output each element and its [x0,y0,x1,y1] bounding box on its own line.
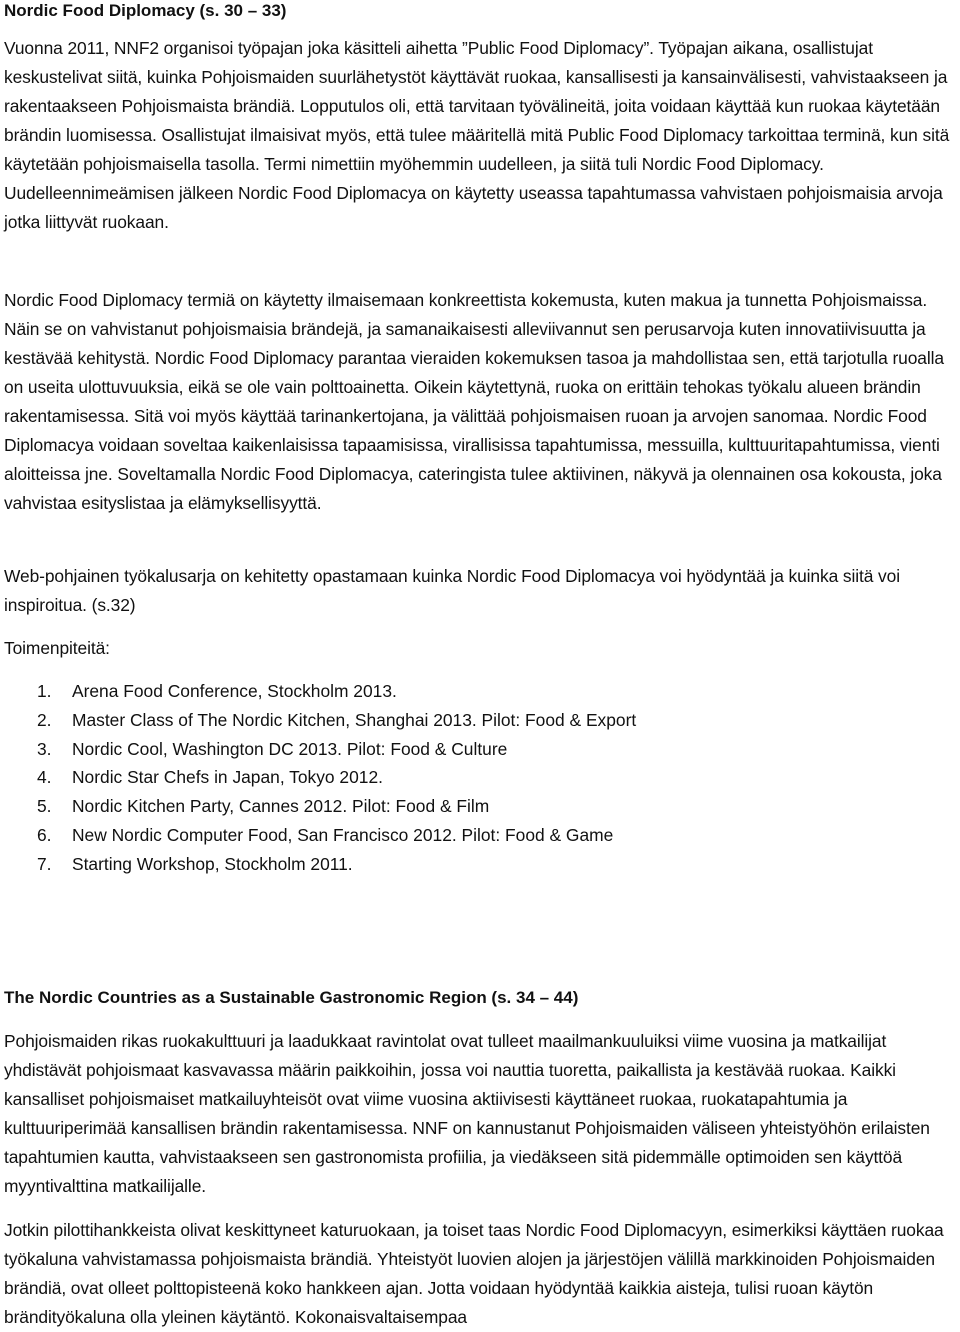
list-item-number: 4. [37,767,52,788]
list-item [4,763,904,792]
actions-label: Toimenpiteitä: [4,638,110,658]
list-item [4,706,904,735]
list-item-number: 5. [37,796,52,817]
list-item-number: 6. [37,824,52,845]
list-item-text: Nordic Cool, Washington DC 2013. Pilot: Food & Culture [72,738,508,759]
actions-list [4,677,904,879]
list-item-number: 3. [37,738,52,759]
section-title-nordic-food-diplomacy: Nordic Food Diplomacy (s. 30 – 33) [4,1,287,20]
list-item [4,850,904,879]
paragraph-pilot-projects: Jotkin pilottihankkeista olivat keskittyneet katuruokaan, ja toiset taas Nordic Food Diplomacyyn, esimerkiksi käyttäen ruokaa työkaluna vahvistamassa pohjoismaista brändiä. Yhteistyöt luovien alojen ja järjestöjen välillä markkinoiden Pohjoismaiden brändiä, ovat olleet polttopisteenä koko hankkeen ajan. Jotta voidaan hyödyntää kaikkia aisteja, tulisi ruoan käytön brändityökaluna olla yleinen käytäntö. Kokonaisvaltaisempaa [4,1220,944,1327]
list-item-text: New Nordic Computer Food, San Francisco 2012. Pilot: Food & Game [72,824,614,845]
section-title-sustainable-gastronomic-region: The Nordic Countries as a Sustainable Gastronomic Region (s. 34 – 44) [4,988,579,1007]
list-item-number: 7. [37,853,52,874]
list-item-text: Nordic Kitchen Party, Cannes 2012. Pilot: Food & Film [72,796,490,817]
list-item [4,792,904,821]
list-item-text: Starting Workshop, Stockholm 2011. [72,853,353,874]
paragraph-term-usage: Nordic Food Diplomacy termiä on käytetty ilmaisemaan konkreettista kokemusta, kuten makua ja tunnetta Pohjoismaissa. Näin se on vahvistanut pohjoismaisia brändejä, ja samanaikaisesti alleviivannut sen perusarvoja kuten innovatiivisuutta ja kestävää kehitystä. Nordic Food Diplomacy parantaa vieraiden kokemuksen tasoa ja mahdollistaa sen, että tarjotulla ruoalla on useita ulottuvuuksia, eikä se ole vain polttoainetta. Oikein käytettynä, ruoka on erittäin tehokas työkalu alueen brändin rakentamisessa. Sitä voi myös käyttää tarinankertojana, ja välittää pohjoismaisen ruoan ja arvojen sanomaa. Nordic Food Diplomacya voidaan soveltaa kaikenlaisissa tapaamisissa, virallisissa tapahtumissa, messuilla, kulttuuritapahtumissa, vienti aloitteissa jne. Soveltamalla Nordic Food Diplomacya, cateringista tulee aktiivinen, näkyvä ja olennainen osa kokousta, joka vahvistaa esityslistaa ja elämyksellisyyttä. [4,290,944,513]
paragraph-food-culture: Pohjoismaiden rikas ruokakulttuuri ja laadukkaat ravintolat ovat tulleet maailmankuuluiksi viime vuosina ja matkailijat yhdistävät pohjoismaat kasvavassa määrin paikkoihin, jossa voi nauttia tuoretta, paikallista ja kestävää ruokaa. Kaikki kansalliset pohjoismaiset matkailuyhteisöt ovat viime vuosina aktiivisesti käyttäneet ruokaa, ruokatapahtumia ja kulttuuriperimää kansallisen brändin rakentamisessa. NNF on kannustanut Pohjoismaiden väliseen yhteistyöhön erilaisten tapahtumien kautta, vahvistaakseen sen gastronomista profiilia, ja viedäkseen sitä pidemmälle optimoiden sen käyttöä myyntivalttina matkailijalle. [4,1031,930,1196]
list-item-text: Arena Food Conference, Stockholm 2013. [72,681,397,701]
list-item [4,677,904,706]
list-item-text: Master Class of The Nordic Kitchen, Shanghai 2013. Pilot: Food & Export [72,709,637,730]
paragraph-web-toolkit: Web-pohjainen työkalusarja on kehitetty opastamaan kuinka Nordic Food Diplomacya voi hyödyntää ja kuinka siitä voi inspiroitua. (s.32) [4,566,900,615]
paragraph-workshop: Vuonna 2011, NNF2 organisoi työpajan joka käsitteli aihetta ”Public Food Diplomacy”. Työpajan aikana, osallistujat keskustelivat siitä, kuinka Pohjoismaiden suurlähetystöt käyttävät ruokaa, kansallisesti ja kansainvälisesti, vahvistaakseen ja rakentaakseen Pohjoismaista brändiä. Lopputulos oli, että tarvitaan työvälineitä, joita voidaan käyttää kun ruokaa käytetään brändin luomisessa. Osallistujat ilmaisivat myös, että tulee määritellä mitä Public Food Diplomacy tarkoittaa terminä, kun sitä käytetään pohjoismaisella tasolla. Termi nimettiin myöhemmin uudelleen, ja siitä tuli Nordic Food Diplomacy. Uudelleennimeämisen jälkeen Nordic Food Diplomacya on käytetty useassa tapahtumassa vahvistaen pohjoismaisia arvoja jotka liittyvät ruokaan. [4,38,950,232]
list-item-number: 1. [37,681,52,701]
list-item [4,821,904,850]
list-item [4,735,904,764]
list-item-text: Nordic Star Chefs in Japan, Tokyo 2012. [72,767,383,788]
list-item-number: 2. [37,709,52,730]
